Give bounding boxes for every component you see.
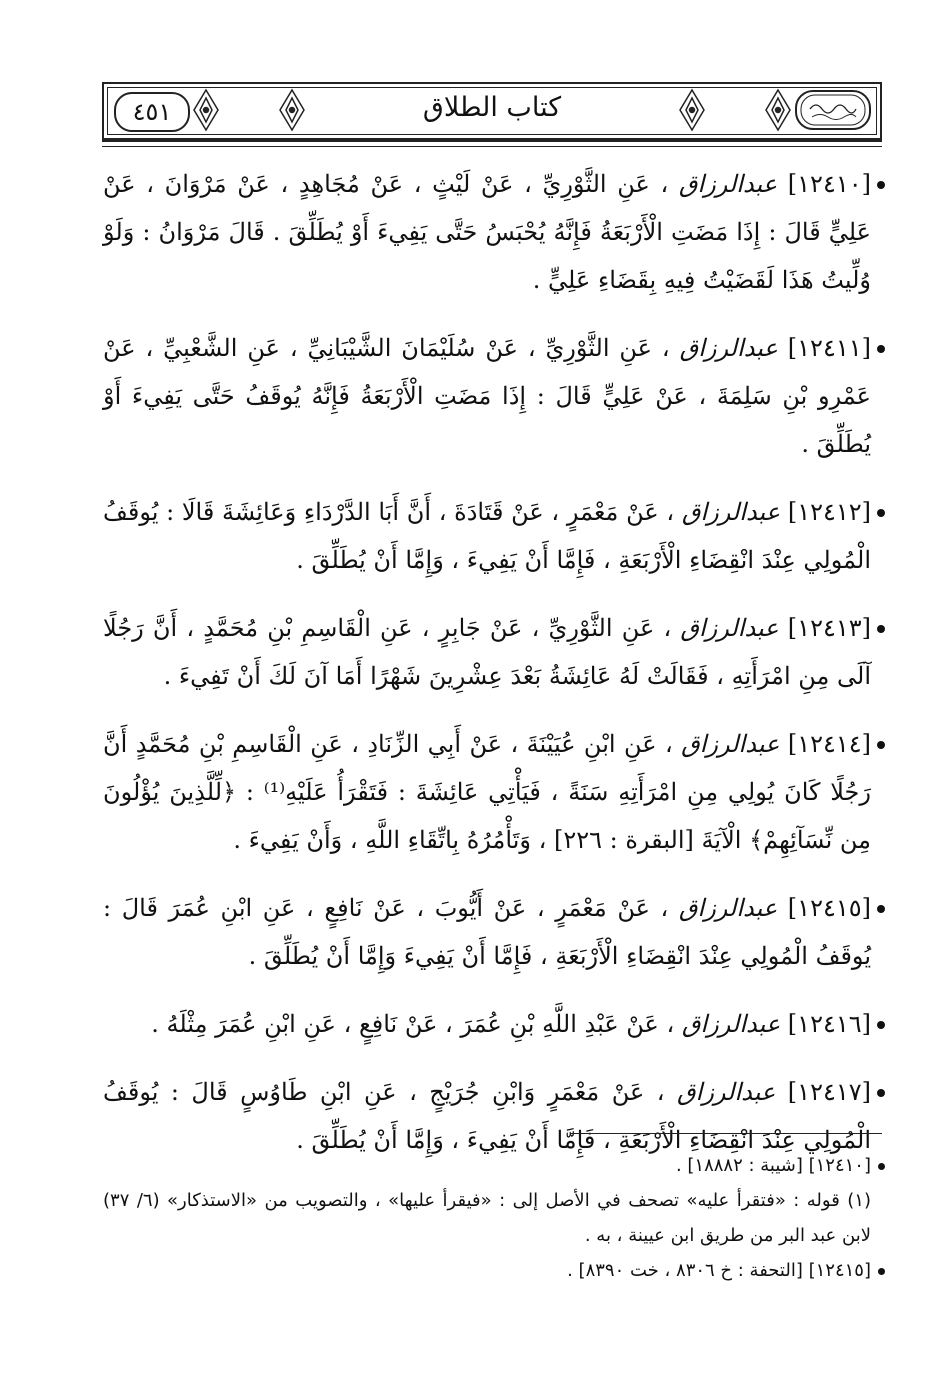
narrator-name: عبدالرزاق — [680, 614, 779, 642]
narrator-name: عبدالرزاق — [678, 170, 778, 198]
hadith-entry — [103, 160, 885, 304]
hadith-number: [١٢٤١٥] — [787, 894, 871, 922]
hadith-entry — [103, 604, 885, 700]
bullet-icon — [877, 741, 885, 749]
hadith-text: ، عَنِ الثَّوْرِيِّ ، عَنْ سُلَيْمَانَ الشَّيْبَانِيِّ ، عَنِ الشَّعْبِيِّ ، عَنْ عَمْرِو بْنِ سَلِمَةَ ، عَنْ عَلِيٍّ قَالَ : إِذَا مَضَتِ الْأَرْبَعَةُ فَإِنَّهُ يُوقَفُ حَتَّى يَفِيءَ أَوْ يُطَلِّقَ . — [103, 334, 872, 458]
page-header — [102, 82, 882, 140]
narrator-name: عبدالرزاق — [681, 1010, 781, 1038]
ornament-icon — [764, 88, 792, 132]
book-seal-logo — [794, 89, 872, 131]
hadith-text: ، عَنِ الثَّوْرِيِّ ، عَنْ لَيْثٍ ، عَنْ مُجَاهِدٍ ، عَنْ مَرْوَانَ ، عَنْ عَلِيٍّ قَالَ : إِذَا مَضَتِ الْأَرْبَعَةُ فَإِنَّهُ يُحْبَسُ حَتَّى يَفِيءَ أَوْ يُطَلِّقَ . قَالَ مَرْوَانُ : وَلَوْ وُلِّيتُ هَذَا لَقَضَيْتُ فِيهِ بِقَضَاءِ عَلِيٍّ . — [103, 170, 871, 294]
hadith-number: [١٢٤١٦] — [787, 1010, 871, 1038]
header-underline — [102, 140, 882, 147]
page-number-cartouche — [114, 92, 190, 132]
hadith-text: ، عَنْ مَعْمَرٍ ، عَنْ أَيُّوبَ ، عَنْ نَافِعٍ ، عَنِ ابْنِ عُمَرَ قَالَ : يُوقَفُ الْمُولِي عِنْدَ انْقِضَاءِ الْأَرْبَعَةِ ، فَإِمَّا أَنْ يَفِيءَ وَإِمَّا أَنْ يُطَلِّقَ . — [103, 894, 871, 970]
bullet-icon — [877, 1089, 885, 1097]
hadith-number: [١٢٤١٣] — [787, 614, 871, 642]
footnote-reference — [103, 1253, 885, 1288]
hadith-number: [١٢٤١٤] — [787, 730, 872, 758]
hadith-text: ، عَنِ ابْنِ عُيَيْنَةَ ، عَنْ أَبِي الزِّنَادِ ، عَنِ الْقَاسِمِ بْنِ مُحَمَّدٍ أَنَّ رَجُلًا كَانَ يُولِي مِنِ امْرَأَتِهِ سَنَةً ، فَيَأْتِي عَائِشَةَ : فَتَقْرَأُ عَلَيْهِ⁽¹⁾ : ﴿لِّلَّذِينَ يُؤْلُونَ مِن نِّسَآئِهِمْ﴾ الْآيَةَ [البقرة : ٢٢٦] ، وَتَأْمُرُهُ بِاتِّقَاءِ اللَّهِ ، وَأَنْ يَفِيءَ . — [103, 730, 871, 854]
hadith-text: ، عَنْ مَعْمَرٍ وَابْنِ جُرَيْجٍ ، عَنِ ابْنِ طَاوُسٍ قَالَ : يُوقَفُ الْمُولِي عِنْدَ انْقِضَاءِ الْأَرْبَعَةِ ، فَإِمَّا أَنْ يَفِيءَ ، وَإِمَّا أَنْ يُطَلِّقَ . — [103, 1078, 871, 1154]
bullet-icon — [877, 905, 885, 913]
hadith-entry — [103, 720, 885, 864]
footnote-note — [103, 1183, 885, 1253]
ornament-icon — [678, 88, 706, 132]
narrator-name: عبدالرزاق — [679, 334, 778, 362]
hadith-entry — [103, 488, 885, 584]
hadith-entry — [103, 1000, 885, 1048]
footnote-text: [١٢٤١٥] [التحفة : خ ٨٣٠٦ ، خت ٨٣٩٠] . — [567, 1260, 871, 1281]
bullet-icon — [877, 181, 885, 189]
bullet-icon — [877, 625, 885, 633]
hadith-text: ، عَنْ عَبْدِ اللَّهِ بْنِ عُمَرَ ، عَنْ نَافِعٍ ، عَنِ ابْنِ عُمَرَ مِثْلَهُ . — [151, 1010, 675, 1038]
hadith-number: [١٢٤١٠] — [787, 170, 871, 198]
page-number: ٤٥١ — [132, 98, 172, 126]
hadith-text: ، عَنْ مَعْمَرٍ ، عَنْ قَتَادَةَ ، أَنَّ أَبَا الدَّرْدَاءِ وَعَائِشَةَ قَالَا : يُوقَفُ الْمُولِي عِنْدَ انْقِضَاءِ الْأَرْبَعَةِ ، فَإِمَّا أَنْ يَفِيءَ ، وَإِمَّا أَنْ يُطَلِّقَ . — [103, 498, 871, 574]
ornament-icon — [192, 88, 220, 132]
narrator-name: عبدالرزاق — [681, 498, 781, 526]
chapter-title: كتاب الطلاق — [422, 92, 562, 123]
narrator-name: عبدالرزاق — [678, 894, 778, 922]
hadith-number: [١٢٤١١] — [787, 334, 871, 362]
hadith-number: [١٢٤١٢] — [787, 498, 872, 526]
bullet-icon — [877, 345, 885, 353]
ornament-icon — [278, 88, 306, 132]
hadith-entry — [103, 324, 885, 468]
footnote-separator — [570, 1133, 882, 1134]
footnote-text: (١) قوله : «فتقرأ عليه» تصحف في الأصل إلى : «فيقرأ عليها» ، والتصويب من «الاستذكار» (٦/ ٣٧) لابن عبد البر من طريق ابن عيينة ، به . — [103, 1190, 871, 1246]
narrator-name: عبدالرزاق — [681, 730, 780, 758]
hadith-entry — [103, 884, 885, 980]
footnote-text: [١٢٤١٠] [شيبة : ١٨٨٨٢] . — [675, 1155, 871, 1176]
footnotes — [103, 1148, 885, 1288]
narrator-name: عبدالرزاق — [677, 1078, 776, 1106]
footnote-reference — [103, 1148, 885, 1183]
hadith-number: [١٢٤١٧] — [787, 1078, 871, 1106]
bullet-icon — [877, 1021, 885, 1029]
hadith-text: ، عَنِ الثَّوْرِيِّ ، عَنْ جَابِرٍ ، عَنِ الْقَاسِمِ بْنِ مُحَمَّدٍ ، أَنَّ رَجُلًا آلَى مِنِ امْرَأَتِهِ ، فَقَالَتْ لَهُ عَائِشَةُ بَعْدَ عِشْرِينَ شَهْرًا أَمَا آنَ لَكَ أَنْ تَفِيءَ . — [103, 614, 871, 690]
bullet-icon — [878, 1268, 885, 1275]
hadith-list — [103, 160, 885, 1184]
bullet-icon — [877, 509, 885, 517]
bullet-icon — [878, 1163, 885, 1170]
